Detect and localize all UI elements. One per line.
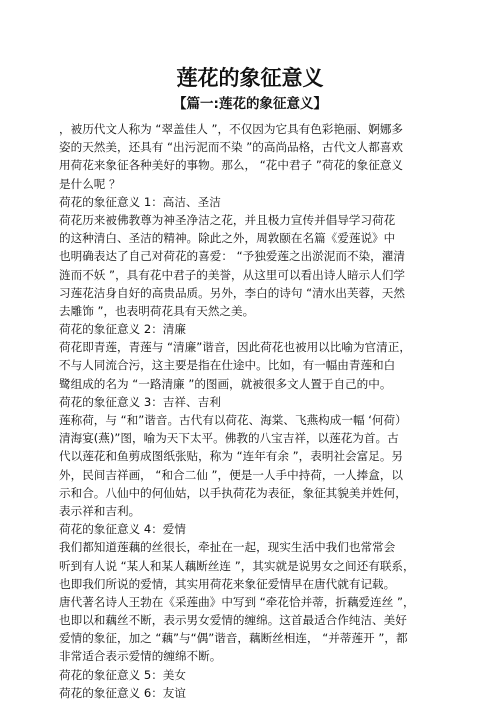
text-line: 听到有人说 “某人和某人藕断丝连 ”，其实就是说男女之间还有联系， <box>59 558 415 573</box>
text-line: 荷花的象征意义 2：清廉 <box>59 322 186 337</box>
document-body <box>59 120 489 702</box>
text-line: 是什么呢 ？ <box>59 176 121 191</box>
section-heading: 【篇一:莲花的象征意义】 <box>173 96 327 112</box>
text-line: 不与人同流合污，这主要是指在仕途中。比如，有一幅由青莲和白 <box>59 358 396 373</box>
text-line: 荷花的象征意义 4：爱情 <box>59 522 186 537</box>
text-line: 代以莲花和鱼剪成图纸张贴，称为 “连年有余 ”，表明社会富足。另 <box>59 449 404 464</box>
text-line: 表示祥和吉利。 <box>59 503 141 518</box>
text-line: 我们都知道莲藕的丝很长，牵扯在一起，现实生活中我们也常常会 <box>59 540 396 555</box>
text-line: 习莲花洁身自好的高贵品质。另外，李白的诗句 “清水出芙蓉，天然 <box>59 285 405 300</box>
text-line: 清海宴(燕)”图，喻为天下太平。佛教的八宝吉祥，以莲花为首。古 <box>59 431 399 446</box>
text-line: 去雕饰 ”，也表明荷花具有天然之美。 <box>59 303 255 318</box>
text-line: 非常适合表示爱情的缠绵不断。 <box>59 649 222 664</box>
text-line: 涟而不妖 ”，具有花中君子的美誉，从这里可以看出诗人暗示人们学 <box>59 267 405 282</box>
document-title: 莲花的象征意义 <box>176 65 324 90</box>
text-line: 荷花的象征意义 3：吉祥、吉利 <box>59 394 221 409</box>
text-line: 也明确表达了自己对荷花的喜爱： “予独爱莲之出淤泥而不染，濯清 <box>59 249 405 264</box>
text-line: 荷花历来被佛教尊为神圣净洁之花，并且极力宣传并倡导学习荷花 <box>59 212 396 227</box>
text-line: ，被历代文人称为 “翠盖佳人 ”，不仅因为它具有色彩艳丽、婀娜多 <box>59 122 404 136</box>
text-line: 用荷花来象征各种美好的事物。那么， “花中君子 ”荷花的象征意义 <box>59 158 404 173</box>
text-line: 荷花的象征意义 5：美女 <box>59 667 186 682</box>
text-line: 外，民间吉祥画， “和合二仙 ”，便是一人手中持荷，一人捧盒，以 <box>59 467 404 482</box>
text-line: 的这种清白、圣洁的精神。除此之外，周敦颐在名篇《爱莲说》中 <box>59 231 396 246</box>
text-line: 鹭组成的名为 “一路清廉 ”的图画，就被很多文人置于自己的中。 <box>59 376 392 391</box>
text-line: 荷花的象征意义 1：高洁、圣洁 <box>59 194 221 209</box>
text-line: 示和合。八仙中的何仙姑，以手执荷花为表征，象征其貌美并姓何， <box>59 485 407 500</box>
text-line: 荷花的象征意义 6：友谊 <box>59 685 186 700</box>
text-line: 唐代著名诗人王勃在《采莲曲》中写到 “牵花恰并蒂，折藕爱连丝 ”， <box>59 594 415 609</box>
text-line: 也即我们所说的爱情，其实用荷花来象征爱情早在唐代就有记载。 <box>59 576 396 591</box>
text-line: 姿的天然美，还具有 “出污泥而不染 ”的高尚品格，古代文人都喜欢 <box>59 140 404 155</box>
text-line: 荷花即青莲，青莲与 “清廉”谐音，因此荷花也被用以比喻为官清正， <box>59 340 411 355</box>
text-line: 也即以和藕丝不断，表示男女爱情的缠绵。这首最适合作纯洁、美好 <box>59 613 407 628</box>
text-line: 莲称荷，与 “和”谐音。古代有以荷花、海棠、飞燕构成一幅 ‘何荷） <box>59 413 407 427</box>
text-line: 爱情的象征，加之 “藕”与“偶”谐音，藕断丝相连， “并蒂莲开 ”，都 <box>59 631 408 646</box>
